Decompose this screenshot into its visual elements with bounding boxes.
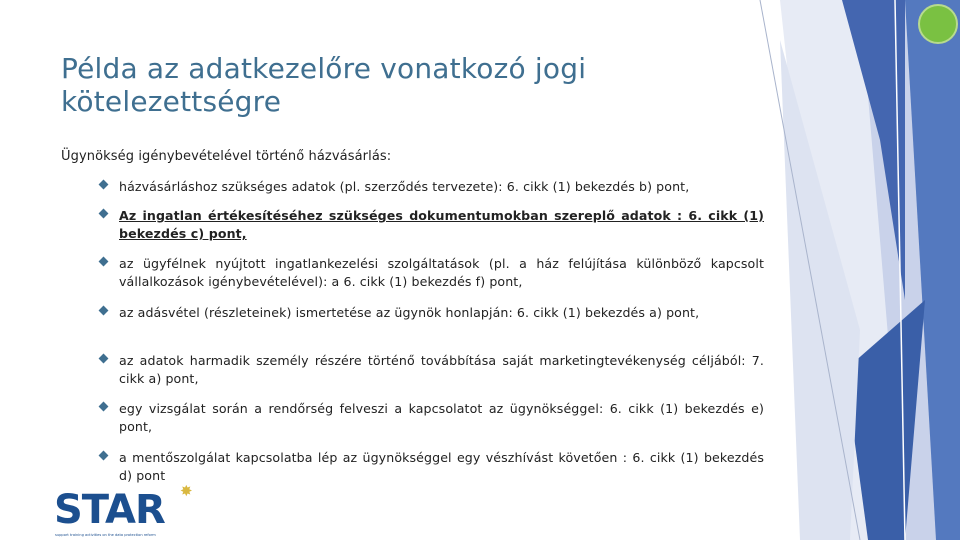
star-icon: ✸ (180, 482, 193, 500)
bullet-item (100, 178, 764, 196)
bullet-text: egy vizsgálat során a rendőrség felveszi a kapcsolatot az ügynökséggel: 6. cikk (1) bekezdés e) pont, (119, 401, 764, 434)
logo-tagline: support training activities on the data protection reform (55, 533, 156, 537)
slide-title: Példa az adatkezelőre vonatkozó jogi kötelezettségre (61, 52, 587, 118)
bullet-item (100, 207, 764, 243)
star-logo (54, 482, 204, 540)
diamond-bullet-icon (99, 402, 109, 412)
diamond-bullet-icon (99, 180, 109, 190)
logo-wordmark: STAR (54, 487, 165, 533)
diamond-bullet-icon (99, 451, 109, 461)
bullet-text: Az ingatlan értékesítéséhez szükséges dokumentumokban szereplő adatok : 6. cikk (1) bekezdés c) pont, (119, 208, 764, 241)
bullet-item (100, 400, 764, 436)
diamond-bullet-icon (99, 209, 109, 219)
diamond-bullet-icon (99, 257, 109, 267)
bullet-item (100, 449, 764, 485)
bullet-text: az adásvétel (részleteinek) ismertetése az ügynök honlapján: 6. cikk (1) bekezdés a) pont, (119, 305, 700, 320)
diamond-bullet-icon (99, 306, 109, 316)
bullet-text: a mentőszolgálat kapcsolatba lép az ügynökséggel egy vészhívást követően : 6. cikk (1) bekezdés d) pont (119, 450, 764, 483)
bullet-text: az ügyfélnek nyújtott ingatlankezelési szolgáltatások (pl. a ház felújítása különböző kapcsolt vállalkozások igénybevételével): a 6. cikk (1) bekezdés f) pont, (119, 256, 764, 289)
green-circle (919, 5, 957, 43)
bullet-item (100, 255, 764, 291)
bullet-text: házvásárláshoz szükséges adatok (pl. szerződés tervezete): 6. cikk (1) bekezdés b) pont, (119, 179, 690, 194)
intro-text: Ügynökség igénybevételével történő házvásárlás: (61, 149, 392, 164)
bullet-item (100, 352, 764, 388)
bullet-text: az adatok harmadik személy részére történő továbbítása saját marketingtevékenység céljából: 7. cikk a) pont, (119, 353, 764, 386)
bullet-item (100, 304, 764, 322)
diamond-bullet-icon (99, 354, 109, 364)
